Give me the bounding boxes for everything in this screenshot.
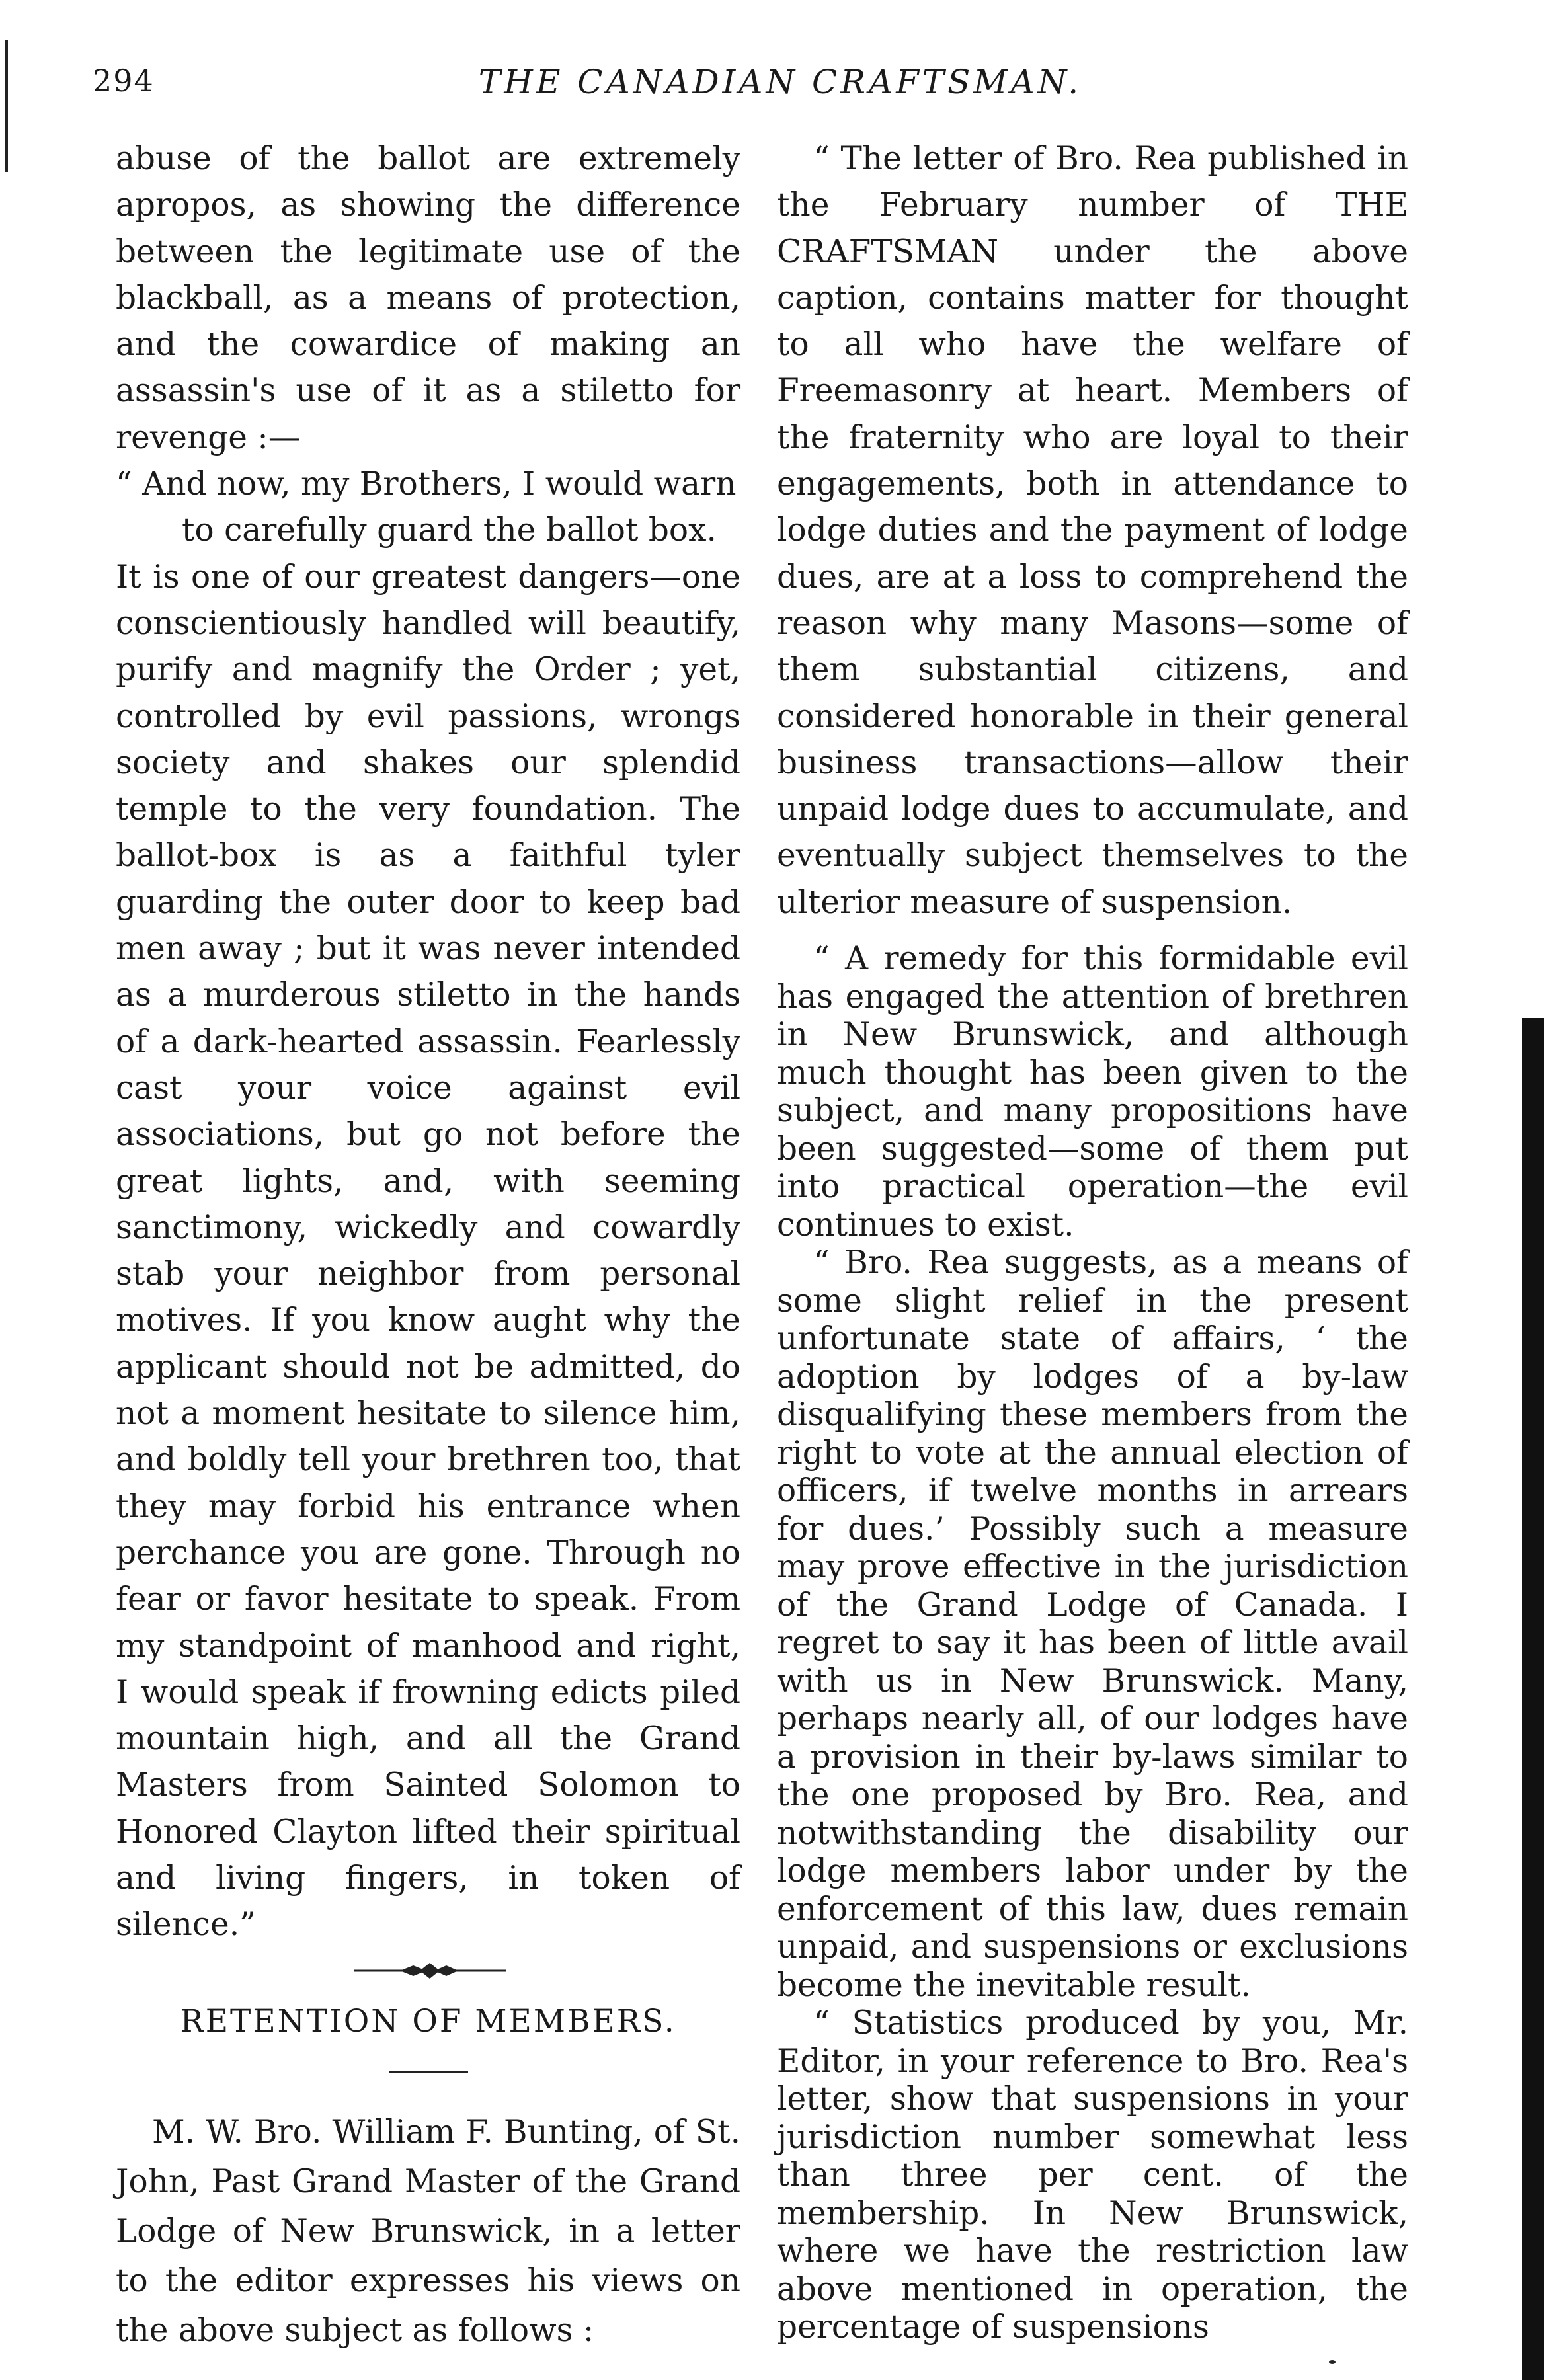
scan-edge-mark: [5, 40, 8, 172]
ink-speck: [1329, 2360, 1336, 2364]
paragraph: “ And now, my Brothers, I would warn: [116, 465, 737, 503]
paragraph: “ A remedy for this formidable evil has engaged the attention of brethren in New Brunswick, and although much thought has been given to the subject, and many propositions have been suggested—some of them put into practical operation—the evil continues to exist.: [777, 940, 1408, 1244]
paragraph: to carefully guard the ballot box.: [182, 512, 717, 549]
paragraph: It is one of our greatest dangers—one conscientiously handled will beautify, purify and magnify the Order ; yet, controlled by evil passions, wrongs society and shakes our splendid temple to the very foundation. The ballot-box is as a faithful tyler guarding the outer door to keep bad men away ; but it was never intended as a murderous stiletto in the hands of a dark-hearted assassin. Fearlessly cast your voice against evil associations, but go not before the great lights, and, with seeming sanctimony, wickedly and cowardly stab your neighbor from personal motives. If you know aught why the applicant should not be admitted, do not a moment hesitate to silence him, and boldly tell your brethren too, that they may forbid his entrance when perchance you are gone. Through no fear or favor hesitate to speak. From my standpoint of manhood and right, I would speak if frowning edicts piled mountain high, and all the Grand Masters from Sainted Solomon to Honored Clayton lifted their spiritual and living fingers, in token of silence.”: [116, 558, 740, 1944]
paragraph: abuse of the ballot are extremely apropos, as showing the difference between the legitimate use of the blackball, as a means of protection, and the cowardice of making an assassin's use of it as a stiletto for revenge :—: [116, 140, 740, 456]
paragraph: “ Bro. Rea suggests, as a means of some slight relief in the present unfortunate state of affairs, ‘ the adoption by lodges of a by-law disqualifying these members from the right to vote at the annual election of officers, if twelve months in arrears for dues.’ Possibly such a measure may prove effective in the jurisdiction of the Grand Lodge of Canada. I regret to say it has been of little avail with us in New Brunswick. Many, perhaps nearly all, of our lodges have a provision in their by-laws similar to the one proposed by Bro. Rea, and notwithstanding the disability our lodge members labor under by the enforcement of this law, dues remain unpaid, and suspensions or exclusions become the inevitable result.: [777, 1244, 1408, 2004]
section-heading: RETENTION OF MEMBERS.: [180, 2003, 676, 2040]
page-header: [93, 63, 1448, 116]
running-head: THE CANADIAN CRAFTSMAN.: [478, 63, 1082, 101]
paragraph: M. W. Bro. William F. Bunting, of St. John, Past Grand Master of the Grand Lodge of New Brunswick, in a letter to the editor expresses his views on the above subject as follows :: [116, 2113, 740, 2349]
fleuron-rule-icon: [354, 1958, 506, 1984]
short-rule: [389, 2071, 468, 2073]
paragraph-gap: [777, 926, 1408, 940]
paragraph: “ Statistics produced by you, Mr. Editor, in your reference to Bro. Rea's letter, show that suspensions in your jurisdiction number somewhat less than three per cent. of the membership. In New Brunswick, where we have the restriction law above mentioned in operation, the percentage of suspensions: [777, 2004, 1408, 2346]
paragraph: “ The letter of Bro. Rea published in the February number of THE CRAFTSMAN under the above caption, contains matter for thought to all who have the welfare of Freemasonry at heart. Members of the fraternity who are loyal to their engagements, both in attendance to lodge duties and the payment of lodge dues, are at a loss to comprehend the reason why many Masons—some of them substantial citizens, and considered honorable in their general business transactions—allow their unpaid lodge dues to accumulate, and eventually subject themselves to the ulterior measure of suspension.: [777, 140, 1408, 921]
left-column: [116, 136, 740, 2356]
scan-edge-bar: [1522, 1018, 1544, 2380]
right-column: [777, 136, 1408, 2347]
section-ornament: [116, 1958, 740, 1988]
page-number: 294: [93, 63, 155, 99]
